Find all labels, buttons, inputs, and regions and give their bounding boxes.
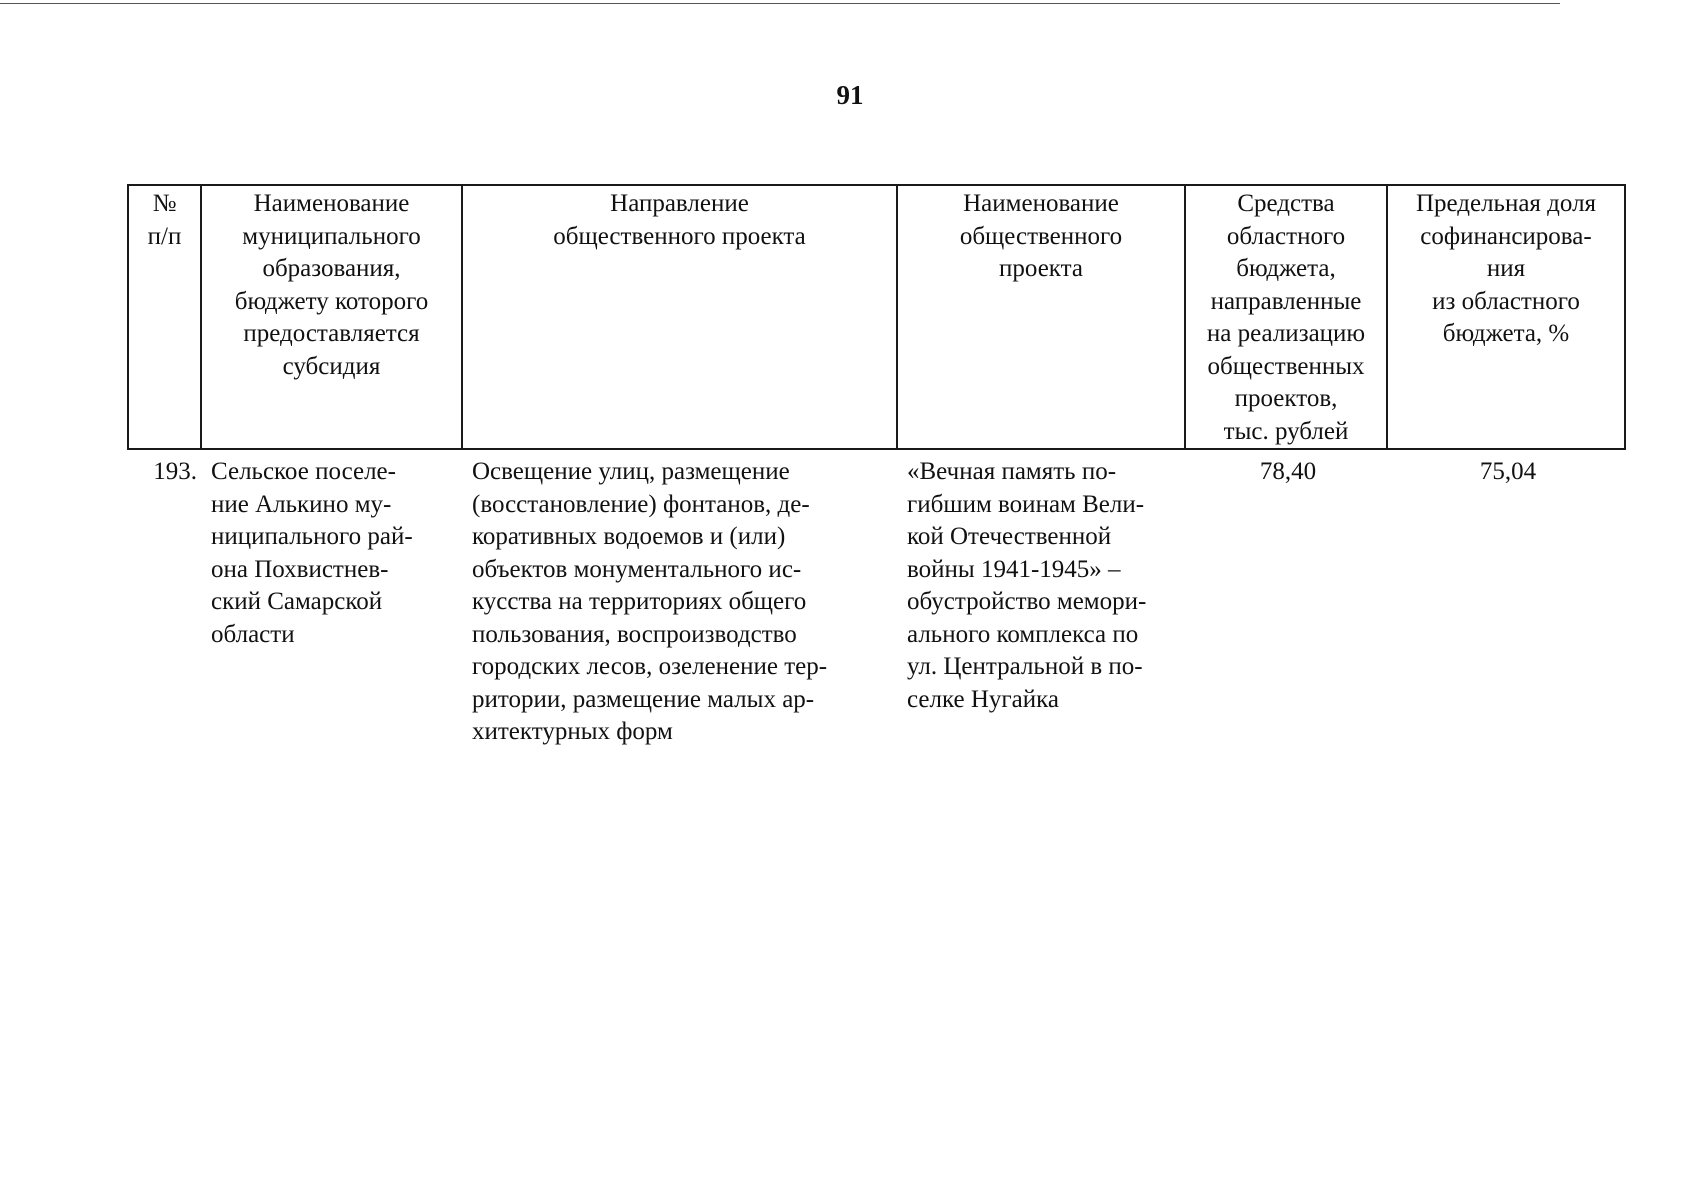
table-row bbox=[128, 449, 1625, 749]
header-row bbox=[128, 185, 1625, 449]
header-regional-funds-label: Средства областного бюджета, направленные на реализацию общественных проектов, тыс. рублей bbox=[1206, 190, 1366, 445]
header-max-share-label: Предельная доля софинансирова- ния из областного бюджета, % bbox=[1415, 190, 1597, 347]
header-max-share bbox=[1387, 185, 1625, 449]
subsidy-table bbox=[127, 184, 1626, 749]
header-municipality-label: Наименование муниципального образования, бюджету которого предоставляется субсидия bbox=[234, 190, 429, 380]
header-project-name bbox=[897, 185, 1185, 449]
row-direction-text: Освещение улиц, размещение (восстановление) фонтанов, де- коративных водоемов и (или) объектов монументального ис- кусства на территориях общего пользования, воспроизводство городских лесов, озеленение тер- ритории, размещение малых ар- хитектурных форм bbox=[472, 458, 828, 745]
row-municipality-text: Сельское поселе- ние Алькино му- ниципального рай- она Похвистнев- ский Самарской области bbox=[211, 458, 413, 648]
header-regional-funds bbox=[1185, 185, 1387, 449]
row-direction bbox=[462, 449, 897, 749]
row-regional-funds: 78,40 bbox=[1259, 458, 1317, 485]
header-direction-label: Направление общественного проекта bbox=[553, 190, 806, 250]
row-project-name bbox=[897, 449, 1185, 749]
row-project-name-text: «Вечная память по- гибшим воинам Вели- кой Отечественной войны 1941-1945» – обустройство мемори- ального комплекса по ул. Центральной в по- селке Нугайка bbox=[907, 458, 1147, 713]
header-project-name-label: Наименование общественного проекта bbox=[959, 190, 1123, 282]
header-direction bbox=[462, 185, 897, 449]
header-number bbox=[128, 185, 201, 449]
row-number: 193. bbox=[153, 458, 197, 485]
row-max-share: 75,04 bbox=[1479, 458, 1537, 485]
page-number: 91 bbox=[836, 80, 864, 110]
row-municipality bbox=[201, 449, 462, 749]
header-number-label: № п/п bbox=[147, 190, 182, 250]
header-municipality bbox=[201, 185, 462, 449]
top-rule bbox=[0, 3, 1560, 4]
table-header bbox=[128, 185, 1625, 449]
